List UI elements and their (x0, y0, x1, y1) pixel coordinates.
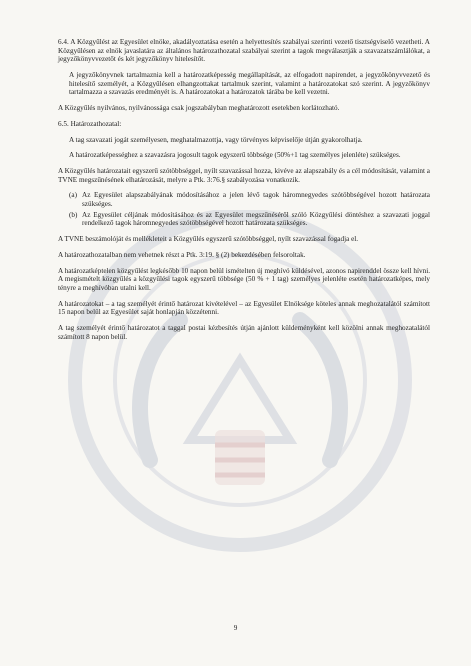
list-item (58, 211, 430, 228)
list-marker: (b) (69, 210, 78, 219)
paragraph-szavazati-jog: A tag szavazati jogát személyesen, meghatalmazottja, vagy törvényes képviselője útján gyakorolhatja. (69, 135, 363, 144)
paragraph-megismetelt-kozgyules: A határozatképtelen közgyűlést legkésőbb 10 napon belül ismételten új meghívó küldésével, azonos napirenddel össze kell hívni. A megismételt közgyűlés a közgyűlési tagok egyszerű többsége (50 % + 1 tag) személyes jelenléte esetén határozatképes, mely tényre a meghívóban utalni kell. (58, 266, 430, 292)
list-item-text: Az Egyesület alapszabályának módosításához a jelen lévő tagok háromnegyedes szótöbbségével hozott határozata szükséges. (82, 191, 430, 209)
paragraph-jegyzokonyv: A jegyzőkönyvnek tartalmaznia kell a határozatképesség megállapítását, az elfogadott napirendet, a jegyzőkönyvvezető és hitelesítő személyét, a Közgyűlésen elhangzottakat tartalmuk szerint, valamint a határozatokat szó szerint. A jegyzőkönyv tartalmazza a szavazás eredményét is. A határozatokat a határozatok tárába be kell vezetni. (69, 70, 430, 97)
paragraph-kizartak: A határozathozatalban nem vehetnek részt a Ptk. 3:19. § (2) bekezdésében felsoroltak. (58, 250, 306, 259)
paragraph-kozles: A tag személyét érintő határozatot a taggal postai kézbesítés útján ajánlott küldeményként kell közölni annak meghozatalától számított 8 napon belül. (58, 323, 430, 341)
document-body (58, 38, 430, 348)
majority-list (58, 191, 430, 227)
paragraph-hatarozatok: A Közgyűlés határozatait egyszerű szótöbbséggel, nyílt szavazással hozza, kivéve az alapszabály és a cél módosítását, valamint a TVNE megszűnésének elhatározását, melyre a Ptk. 3:76.§ szabályozása vonatkozik. (58, 167, 430, 184)
list-marker: (a) (69, 191, 77, 200)
paragraph-nyilvanos: A Közgyűlés nyilvános, nyilvánossága csak jogszabályban meghatározott esetekben korlátozható. (58, 103, 340, 112)
page-number: 9 (233, 624, 238, 632)
paragraph-beszamolo: A TVNE beszámolóját és mellékleteit a Közgyűlés egyszerű szótöbbséggel, nyílt szavazással fogadja el. (58, 235, 359, 243)
paragraph-kozzetetel: A határozatokat – a tag személyét érintő határozat kivételével – az Egyesület Elnöksége köteles annak meghozatalától számított 15 napon belül az Egyesület saját honlapján közzétenni. (58, 299, 430, 317)
paragraph-6-4: 6.4. A Közgyűlést az Egyesület elnöke, akadályoztatása esetén a helyettesítés szabályai szerinti vezető tisztségviselő vezetheti. A Közgyűlésen az elnök javaslatára az általános határozathozatal szabályai szerint a tagok megválasztják a szavazatszámlálókat, a jegyzőkönyvvezetőt és két jegyzőkönyv hitelesítőt. (58, 38, 430, 64)
section-heading-6-5: 6.5. Határozathozatal: (58, 119, 122, 128)
list-item-text: Az Egyesület céljának módosításához és az Egyesület megszűnéséről szóló Közgyűlési döntéshez a szavazati joggal rendelkező tagok háromnegyedes szótöbbségével hozott határozata szükséges. (82, 210, 430, 228)
paragraph-hatarozatkepesseg: A határozatképességhez a szavazásra jogosult tagok egyszerű többsége (50%+1 tag személyes jelenléte) szükséges. (69, 151, 401, 160)
list-item (58, 191, 430, 208)
